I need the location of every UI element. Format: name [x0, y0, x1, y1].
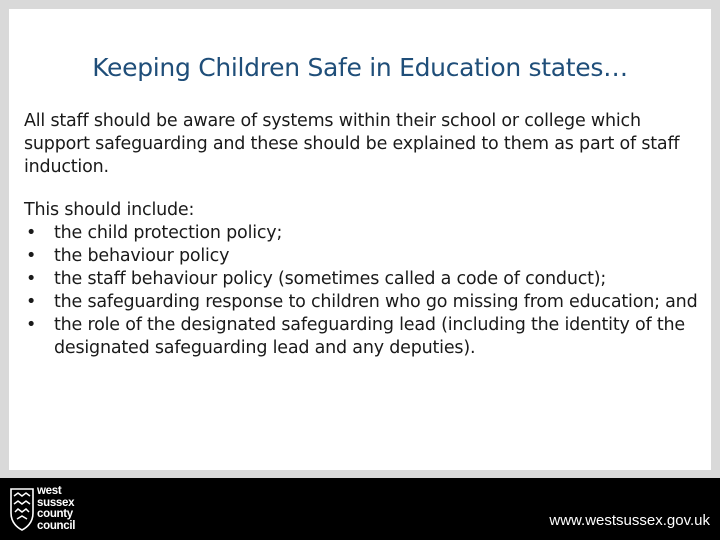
logo-line: county: [37, 508, 73, 520]
list-item: [24, 268, 704, 291]
logo-line: council: [37, 519, 76, 532]
list-item: [24, 291, 704, 314]
slide-card: [9, 9, 711, 470]
logo-line: sussex: [37, 496, 75, 509]
bullet-icon: •: [26, 292, 37, 312]
list-item-text: the child protection policy;: [54, 223, 283, 243]
bullet-icon: •: [26, 315, 37, 335]
slide-title: Keeping Children Safe in Education states…: [92, 53, 628, 82]
list-lead: This should include:: [24, 200, 195, 220]
footer-bar: [0, 478, 720, 540]
list-item-text: the behaviour policy: [54, 246, 230, 266]
list-item-text: the safeguarding response to children who go missing from education; and: [54, 292, 698, 312]
bullet-icon: •: [26, 223, 37, 243]
slide-body: [24, 110, 704, 360]
bullet-list: [24, 222, 704, 360]
list-item: [24, 222, 704, 245]
logo-line: west: [37, 485, 62, 497]
list-item: [24, 245, 704, 268]
council-logo[interactable]: [10, 486, 90, 534]
list-item: [24, 314, 704, 360]
list-item-text: the role of the designated safeguarding lead (including the identity of the designated safeguarding lead and any deputies).: [54, 315, 685, 358]
list-item-text: the staff behaviour policy (sometimes called a code of conduct);: [54, 269, 607, 289]
website-link[interactable]: www.westsussex.gov.uk: [549, 512, 710, 529]
council-shield-icon: [10, 487, 34, 531]
bullet-icon: •: [26, 269, 37, 289]
intro-paragraph: All staff should be aware of systems within their school or college which support safeguarding and these should be explained to them as part of staff induction.: [24, 111, 680, 177]
logo-wordmark: [37, 486, 75, 532]
bullet-icon: •: [26, 246, 37, 266]
